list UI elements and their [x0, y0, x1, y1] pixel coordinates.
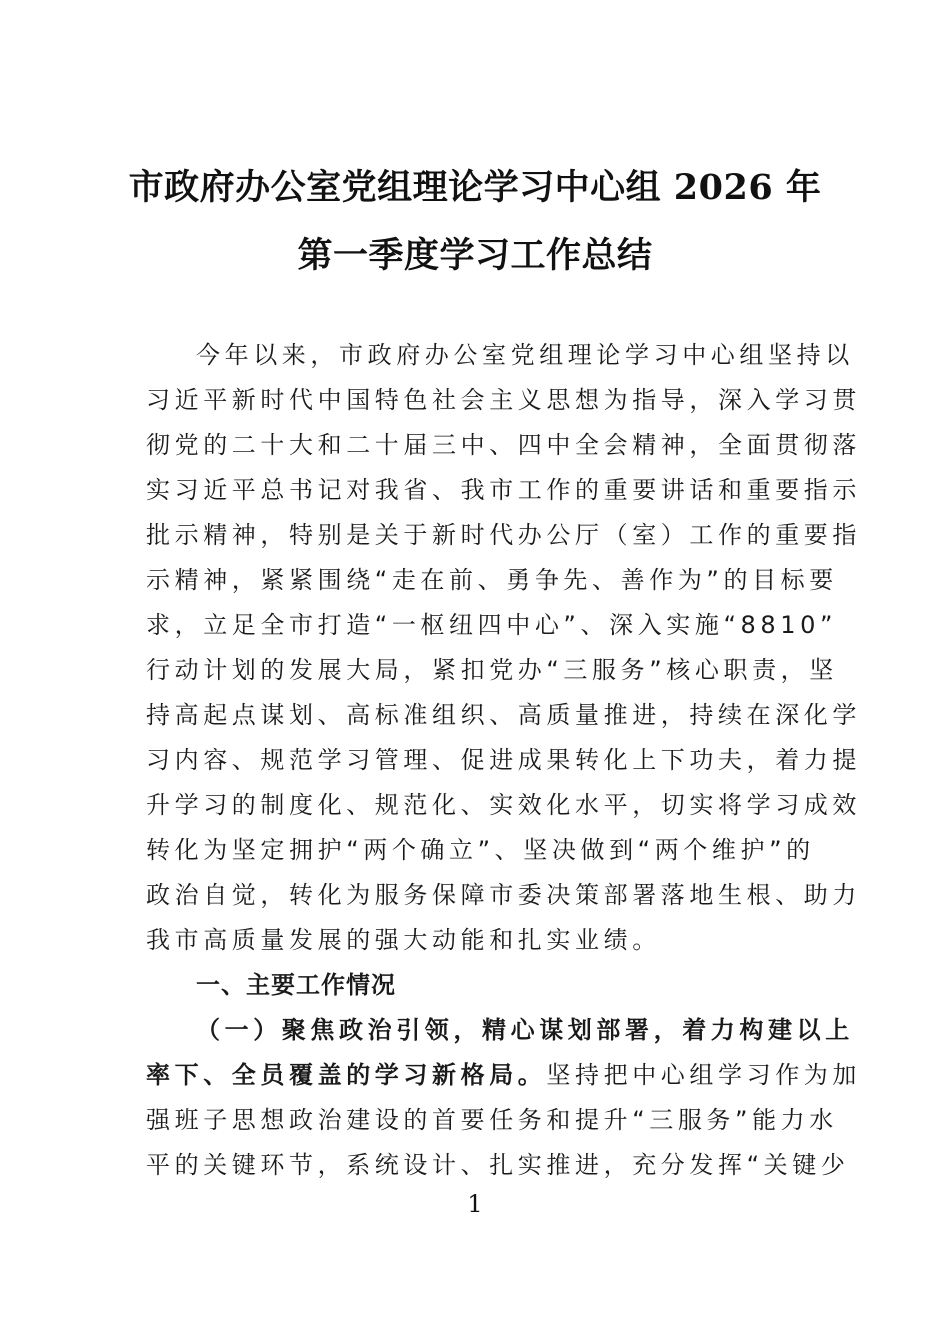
- paragraph-line: 批示精神，特别是关于新时代办公厅（室）工作的重要指: [146, 521, 861, 549]
- paragraph-line: 升学习的制度化、规范化、实效化水平，切实将学习成效: [146, 791, 861, 819]
- paragraph-line: 习内容、规范学习管理、促进成果转化上下功夫，着力提: [146, 746, 861, 774]
- paragraph-line: 示精神，紧紧围绕“走在前、勇争先、善作为”的目标要: [146, 566, 838, 594]
- paragraph-line: 行动计划的发展大局，紧扣党办“三服务”核心职责，坚: [146, 656, 838, 684]
- subsection-mixed-line: [146, 1053, 862, 1098]
- page-number: 1: [467, 1190, 483, 1218]
- subsection-text: 坚持把中心组学习作为加: [546, 1061, 862, 1089]
- paragraph-line: 平的关键环节，系统设计、扎实推进，充分发挥“关键少: [146, 1151, 850, 1179]
- paragraph-line: 持高起点谋划、高标准组织、高质量推进，持续在深化学: [146, 701, 861, 729]
- document-body: [146, 333, 862, 1188]
- paragraph-line: 求，立足全市打造“一枢纽四中心”、深入实施“8810”: [146, 611, 838, 639]
- section-heading: 一、主要工作情况: [196, 971, 396, 999]
- paragraph-line: 实习近平总书记对我省、我市工作的重要讲话和重要指示: [146, 476, 861, 504]
- paragraph-line: 强班子思想政治建设的首要任务和提升“三服务”能力水: [146, 1106, 838, 1134]
- paragraph-line: 我市高质量发展的强大动能和扎实业绩。: [146, 926, 661, 954]
- paragraph-line: 今年以来，市政府办公室党组理论学习中心组坚持以: [196, 341, 854, 369]
- document-title-line-2: 第一季度学习工作总结: [297, 235, 653, 276]
- paragraph-line: 政治自觉，转化为服务保障市委决策部署落地生根、助力: [146, 881, 861, 909]
- paragraph-line: 转化为坚定拥护“两个确立”、坚决做到“两个维护”的: [146, 836, 815, 864]
- paragraph-line: 习近平新时代中国特色社会主义思想为指导，深入学习贯: [146, 386, 861, 414]
- paragraph-line: 彻党的二十大和二十届三中、四中全会精神，全面贯彻落: [146, 431, 861, 459]
- document-title-line-1: 市政府办公室党组理论学习中心组 2026 年: [128, 167, 822, 208]
- subsection-heading-line: （一）聚焦政治引领，精心谋划部署，着力构建以上: [196, 1016, 854, 1044]
- subsection-heading-tail: 率下、全员覆盖的学习新格局。: [146, 1061, 547, 1089]
